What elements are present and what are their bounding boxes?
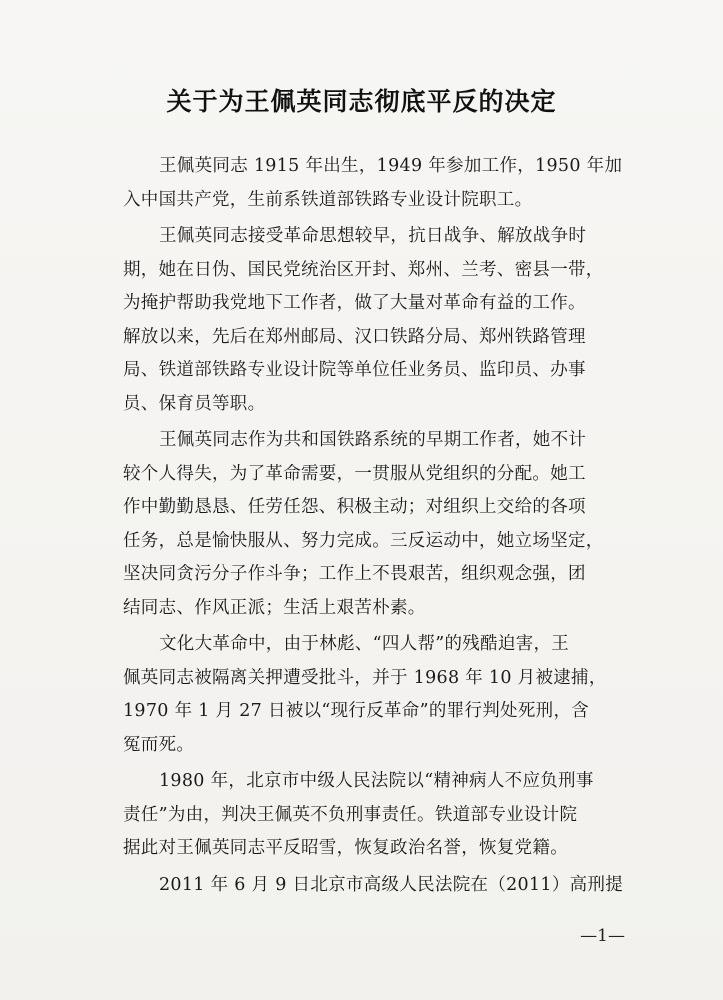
text-line: 据此对王佩英同志平反昭雪，恢复政治名誉，恢复党籍。 (123, 838, 568, 858)
paragraph-6 (123, 869, 623, 903)
text-line: 结同志、作风正派；生活上艰苦朴素。 (123, 597, 426, 618)
paragraph-4 (123, 628, 623, 762)
paragraph-1 (123, 150, 623, 217)
text-line: 员、保育员等职。 (123, 393, 266, 414)
text-line: 王佩英同志作为共和国铁路系统的早期工作者，她不计 (159, 430, 587, 450)
text-line: 任务，总是愉快服从、努力完成。三反运动中，她立场坚定， (123, 530, 604, 551)
text-line: 冤而死。 (123, 734, 195, 755)
text-line: 坚决同贪污分子作斗争；工作上不畏艰苦，组织观念强，团 (123, 564, 586, 584)
text-line: 1980 年，北京市中级人民法院以“精神病人不应负刑事 (159, 771, 594, 791)
text-line: 较个人得失，为了革命需要，一贯服从党组织的分配。她工 (123, 463, 586, 484)
text-line: 1970 年 1 月 27 日被以“现行反革命”的罪行判处死刑，含 (123, 701, 590, 721)
page-number: —1— (580, 926, 625, 946)
paragraph-5 (123, 765, 623, 866)
text-line: 解放以来，先后在郑州邮局、汉口铁路分局、郑州铁路管理 (123, 326, 586, 347)
paragraph-3 (123, 424, 623, 625)
text-line: 局、铁道部铁路专业设计院等单位任业务员、监印员、办事 (123, 360, 586, 380)
text-line: 2011 年 6 月 9 日北京市高级人民法院在（2011）高刑提 (159, 874, 624, 895)
text-line: 入中国共产党，生前系铁道部铁路专业设计院职工。 (123, 189, 533, 210)
text-line: 佩英同志被隔离关押遭受批斗，并于 1968 年 10 月被逮捕， (123, 667, 607, 688)
paragraph-2 (123, 220, 623, 421)
text-line: 期，她在日伪、国民党统治区开封、郑州、兰考、密县一带， (123, 259, 604, 280)
text-line: 王佩英同志 1915 年出生，1949 年参加工作，1950 年加 (159, 156, 623, 176)
document-body (123, 150, 623, 905)
text-line: 王佩英同志接受革命思想较早，抗日战争、解放战争时 (159, 226, 587, 246)
document-title: 关于为王佩英同志彻底平反的决定 (166, 87, 557, 116)
text-line: 文化大革命中，由于林彪、“四人帮”的残酷迫害，王 (159, 634, 570, 654)
text-line: 为掩护帮助我党地下工作者，做了大量对革命有益的工作。 (123, 293, 586, 313)
text-line: 责任”为由，判决王佩英不负刑事责任。铁道部专业设计院 (123, 804, 578, 825)
text-line: 作中勤勤恳恳、任劳任怨、积极主动；对组织上交给的各项 (123, 497, 586, 517)
